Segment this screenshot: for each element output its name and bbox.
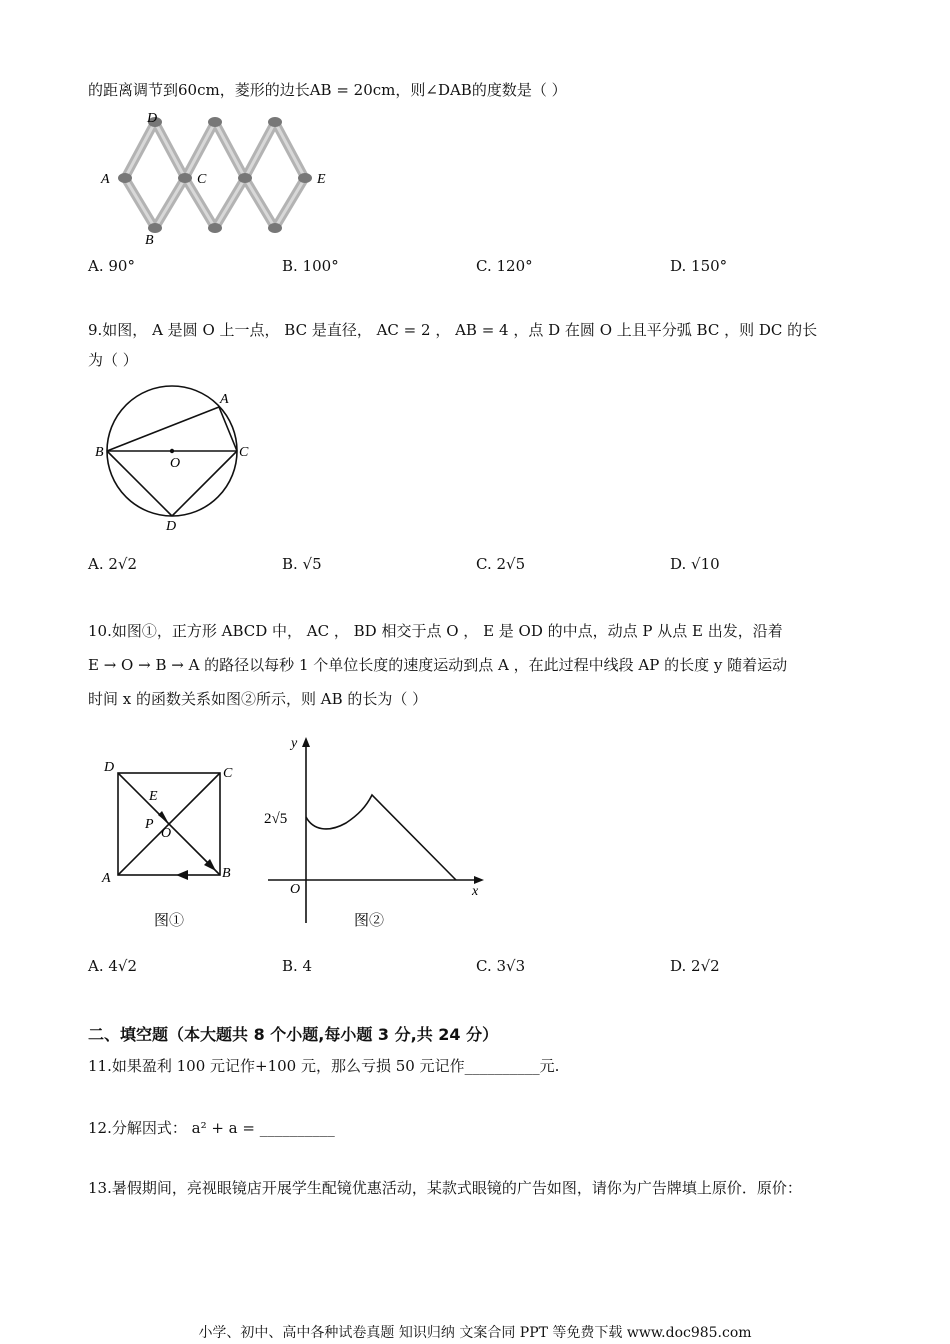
q8-option-b: B. 100° xyxy=(282,257,339,275)
q8-label-c: C xyxy=(197,172,207,187)
q8-label-d: D xyxy=(147,111,158,126)
q10-option-d: D. 2√2 xyxy=(670,957,720,975)
q13-text: 13.暑假期间，亮视眼镜店开展学生配镜优惠活动，某款式眼镜的广告如图，请你为广告牌填上原价．原价： xyxy=(88,1179,802,1197)
q9-stem-line2: 为（ ） xyxy=(88,351,138,369)
q10-option-c: C. 3√3 xyxy=(476,957,526,975)
q10-option-a: A. 4√2 xyxy=(88,957,138,975)
q9-label-d: D xyxy=(166,519,177,534)
q10-fig2-label-y: y xyxy=(291,736,298,751)
page-footer: 小学、初中、高中各种试卷真题 知识归纳 文案合同 PPT 等免费下载 www.doc985.com xyxy=(198,1325,752,1341)
q10-stem-line1: 10.如图①，正方形 ABCD 中， AC ， BD 相交于点 O ， E 是 OD 的中点，动点 P 从点 E 出发，沿着 xyxy=(88,622,783,640)
q8-label-e: E xyxy=(317,172,326,187)
q10-fig1-label-p: P xyxy=(145,817,154,832)
q8-label-a: A xyxy=(101,172,110,187)
q8-option-c: C. 120° xyxy=(476,257,533,275)
q8-option-a: A. 90° xyxy=(88,257,135,275)
q10-figure-2-graph xyxy=(258,735,488,935)
q10-fig1-label-a: A xyxy=(102,871,111,886)
q10-fig1-label-b: B xyxy=(222,866,231,881)
q10-option-b: B. 4 xyxy=(282,957,313,975)
q10-fig1-label-e: E xyxy=(149,789,158,804)
q9-stem-line1: 9.如图， A 是圆 O 上一点， BC 是直径， AC = 2 ， AB = 4 ，点 D 在圆 O 上且平分弧 BC ，则 DC 的长 xyxy=(88,321,818,339)
q10-figure-1-square xyxy=(98,755,248,930)
q10-fig1-label-o: O xyxy=(161,826,172,841)
q8-lattice-figure xyxy=(95,110,355,250)
q10-fig1-label-c: C xyxy=(223,766,233,781)
q10-stem-line3: 时间 x 的函数关系如图②所示，则 AB 的长为（ ） xyxy=(88,690,428,708)
q10-fig2-label-x: x xyxy=(472,884,479,899)
q10-stem-line2: E → O → B → A 的路径以每秒 1 个单位长度的速度运动到点 A ，在此过程中线段 AP 的长度 y 随着运动 xyxy=(88,656,788,674)
q8-option-d: D. 150° xyxy=(670,257,728,275)
q9-option-c: C. 2√5 xyxy=(476,555,526,573)
q9-label-a: A xyxy=(220,392,229,407)
q8-label-b: B xyxy=(145,233,154,248)
q9-label-b: B xyxy=(95,445,104,460)
q9-label-o: O xyxy=(170,456,181,471)
section-2-title: 二、填空题（本大题共 8 个小题,每小题 3 分,共 24 分） xyxy=(88,1025,499,1044)
q9-label-c: C xyxy=(239,445,249,460)
q9-circle-figure xyxy=(95,385,265,535)
q9-option-a: A. 2√2 xyxy=(88,555,138,573)
q10-fig2-ytick: 2√5 xyxy=(264,811,288,827)
q9-option-b: B. √5 xyxy=(282,555,322,573)
q12-text: 12.分解因式： a² + a = __________ xyxy=(88,1119,335,1137)
q10-fig2-caption: 图② xyxy=(354,913,385,929)
q11-text: 11.如果盈利 100 元记作+100 元，那么亏损 50 元记作__________元. xyxy=(88,1057,560,1075)
q10-fig2-label-origin: O xyxy=(290,882,301,897)
q10-fig1-caption: 图① xyxy=(154,913,185,929)
q9-option-d: D. √10 xyxy=(670,555,720,573)
q10-fig1-label-d: D xyxy=(104,760,115,775)
q8-intro: 的距离调节到60cm，菱形的边长AB = 20cm，则∠DAB的度数是（ ） xyxy=(88,81,567,99)
